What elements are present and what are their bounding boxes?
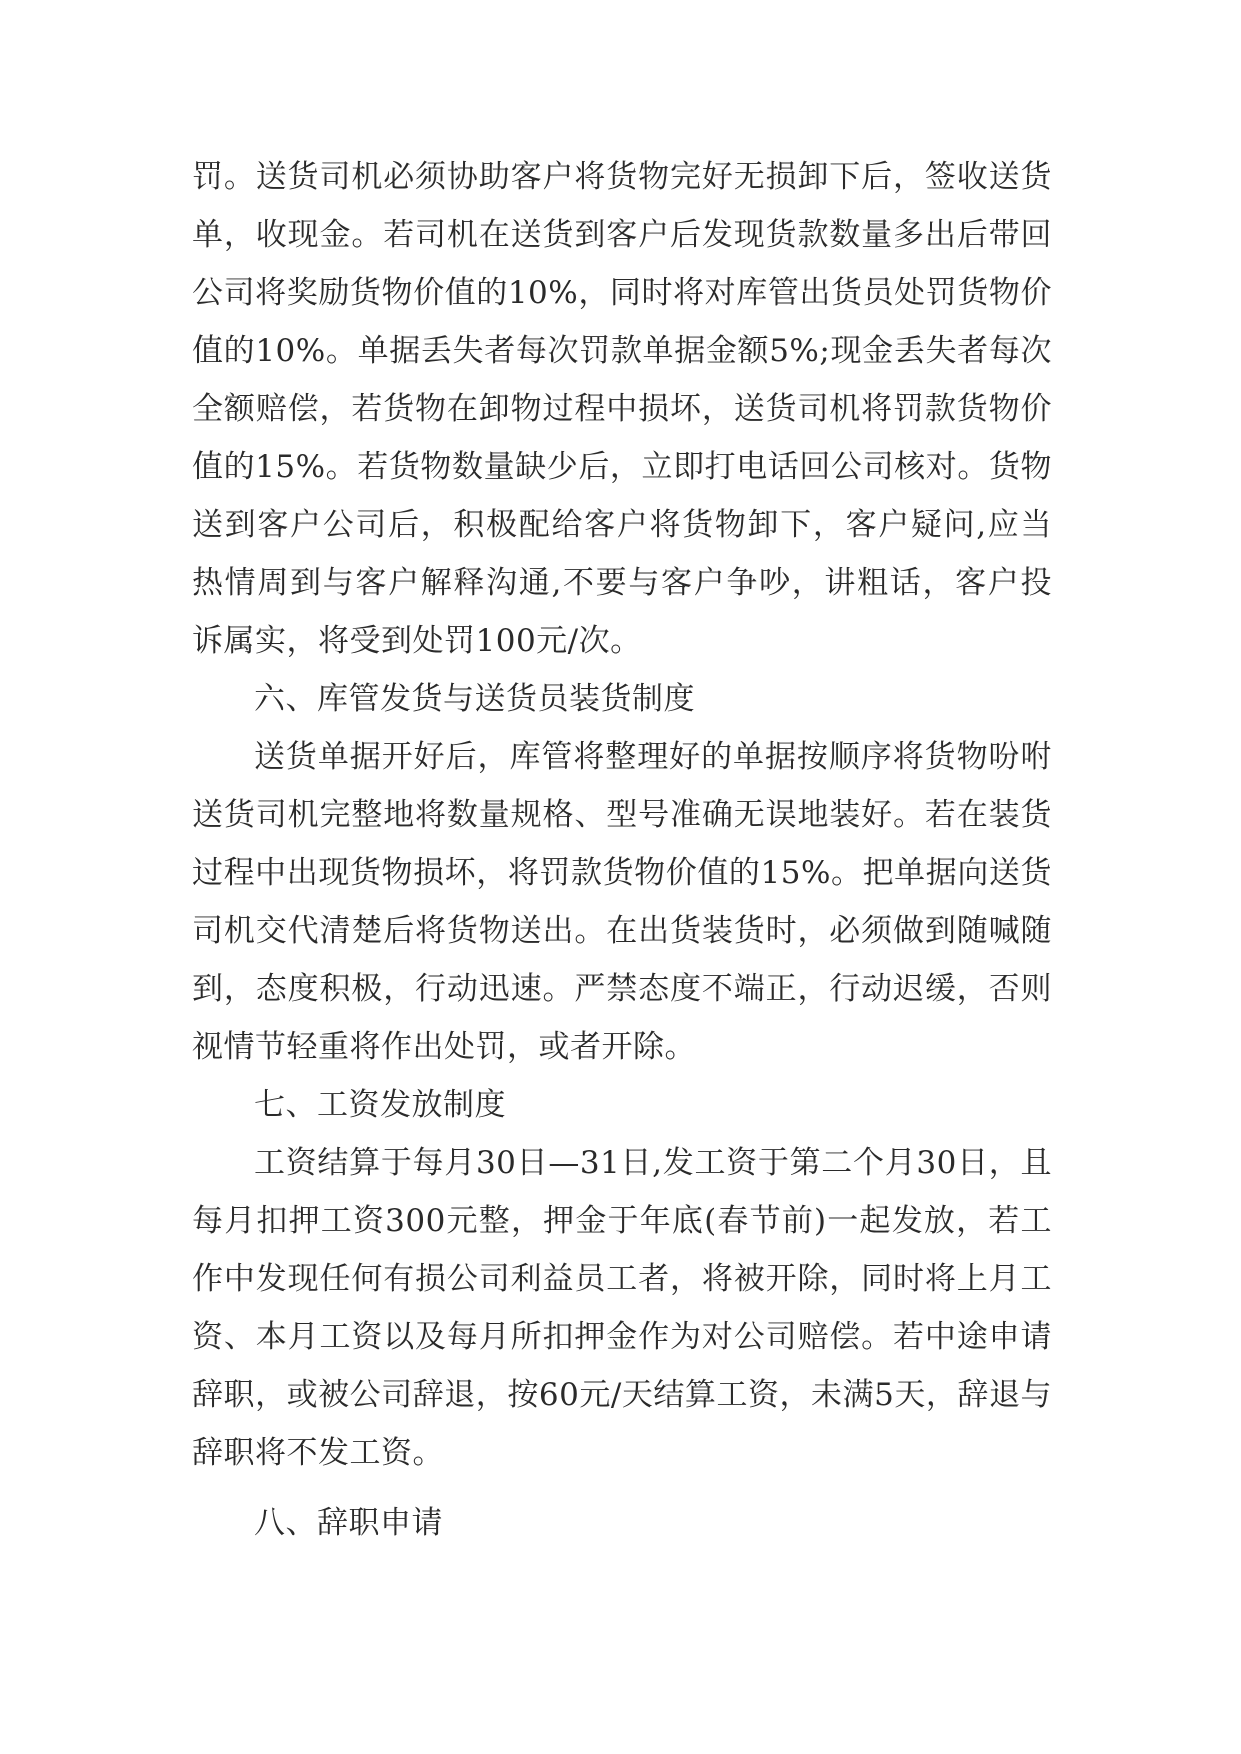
- section-8-heading: 八、辞职申请: [254, 1505, 443, 1541]
- document-page: [192, 148, 1052, 1552]
- section-6-body: 送货单据开好后，库管将整理好的单据按顺序将货物吩咐送货司机完整地将数量规格、型号准确无误地装好。若在装货过程中出现货物损坏，将罚款货物价值的15%。把单据向送货司机交代清楚后将货物送出。在出货装货时，必须做到随喊随到，态度积极，行动迅速。严禁态度不端正，行动迟缓，否则视情节轻重将作出处罚，或者开除。: [192, 739, 1052, 1065]
- paragraph-continued: 罚。送货司机必须协助客户将货物完好无损卸下后，签收送货单，收现金。若司机在送货到客户后发现货款数量多出后带回公司将奖励货物价值的10%，同时将对库管出货员处罚货物价值的10%。单据丢失者每次罚款单据金额5%;现金丢失者每次全额赔偿，若货物在卸物过程中损坏，送货司机将罚款货物价值的15%。若货物数量缺少后，立即打电话回公司核对。货物送到客户公司后，积极配给客户将货物卸下，客户疑问,应当热情周到与客户解释沟通,不要与客户争吵，讲粗话，客户投诉属实，将受到处罚100元/次。: [192, 159, 1052, 659]
- section-7-body: 工资结算于每月30日—31日,发工资于第二个月30日，且每月扣押工资300元整，押金于年底(春节前)一起发放，若工作中发现任何有损公司利益员工者，将被开除，同时将上月工资、本月工资以及每月所扣押金作为对公司赔偿。若中途申请辞职，或被公司辞退，按60元/天结算工资，未满5天，辞退与辞职将不发工资。: [192, 1145, 1052, 1471]
- section-7-heading: 七、工资发放制度: [254, 1087, 506, 1123]
- section-6-heading: 六、库管发货与送货员装货制度: [254, 681, 695, 717]
